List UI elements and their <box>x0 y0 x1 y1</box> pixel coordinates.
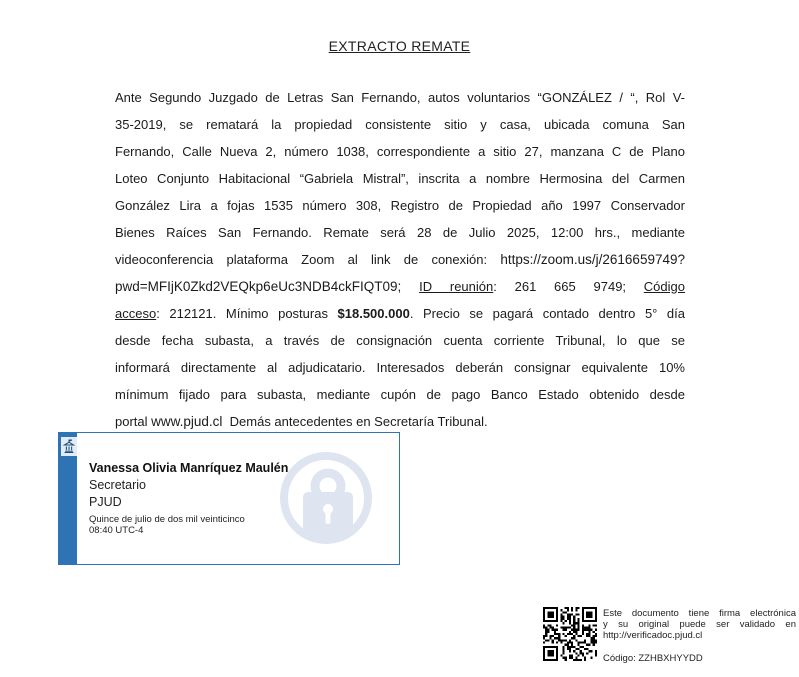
text-segment: videoconferencia plataforma Zoom al link de conexión: <box>115 252 501 267</box>
body-line <box>115 273 685 300</box>
text-segment: González Lira a fojas 1535 número 308, Registro de Propiedad año 1997 Conservador <box>115 198 685 213</box>
verification-line: y su original puede ser validado en <box>603 619 796 630</box>
text-segment: Ante Segundo Juzgado de Letras San Fernando, autos voluntarios “GONZÁLEZ / “, Rol V- <box>115 90 685 105</box>
signature-accent-bar <box>59 433 77 564</box>
text-segment: Fernando, Calle Nueva 2, número 1038, correspondiente a sitio 27, manzana C de Plano <box>115 144 685 159</box>
document-title: EXTRACTO REMATE <box>328 38 471 54</box>
body-line <box>115 165 685 192</box>
verification-text <box>603 608 796 641</box>
text-segment: acceso <box>115 306 157 321</box>
signer-organization: PJUD <box>89 495 122 509</box>
body-line <box>115 192 685 219</box>
text-segment: ID reunión <box>419 279 494 294</box>
verification-line: http://verificadoc.pjud.cl <box>603 630 703 641</box>
qr-code <box>543 607 597 661</box>
link-text[interactable]: pwd=MFIjK0Zkd2VEQkp6eUc3NDB4ckFIQT09; <box>115 279 420 294</box>
text-segment: Demás antecedentes en Secretaría Tribunal. <box>222 414 488 429</box>
text-segment: desde fecha subasta, a través de consignación cuenta corriente Tribunal, lo que se <box>115 333 685 348</box>
text-segment: Loteo Conjunto Habitacional “Gabriela Mistral”, inscrita a nombre Hermosina del Carmen <box>115 171 685 186</box>
body-line <box>115 327 685 354</box>
text-segment: : 212121. Mínimo posturas <box>156 306 338 321</box>
body-line <box>115 381 685 408</box>
body-line <box>115 138 685 165</box>
link-text[interactable]: https://zoom.us/j/2616659749? <box>500 252 685 267</box>
text-segment: mínimum fijado para subasta, mediante cupón de pago Banco Estado obtenido desde <box>115 387 685 402</box>
courthouse-icon <box>61 437 77 456</box>
text-segment: 35-2019, se rematará la propiedad consistente sitio y casa, ubicada comuna San <box>115 117 685 132</box>
signature-box <box>58 432 400 565</box>
verification-line: Este documento tiene firma electrónica <box>603 608 796 619</box>
body-line <box>115 354 685 381</box>
body-line <box>115 300 685 327</box>
text-segment: informará directamente al adjudicatario. Interesados deberán consignar equivalente 10% <box>115 360 685 375</box>
text-segment: Código <box>643 279 685 294</box>
signer-role: Secretario <box>89 478 146 492</box>
body-paragraph <box>115 84 685 435</box>
signature-date: Quince de julio de dos mil veinticinco <box>89 514 245 525</box>
body-line <box>115 111 685 138</box>
text-segment: Bienes Raíces San Fernando. Remate será 28 de Julio 2025, 12:00 hrs., mediante <box>115 225 685 240</box>
link-text[interactable]: www.pjud.cl <box>151 414 223 429</box>
text-segment: portal <box>115 414 152 429</box>
text-segment: : 261 665 9749; <box>493 279 644 294</box>
signature-time: 08:40 UTC-4 <box>89 525 144 536</box>
text-segment: $18.500.000 <box>337 306 410 321</box>
signature-text-block <box>89 460 349 536</box>
signer-name: Vanessa Olivia Manríquez Maulén <box>89 461 289 475</box>
verification-code: Código: ZZHBXHYYDD <box>603 653 703 664</box>
body-line <box>115 84 685 111</box>
text-segment: . Precio se pagará contado dentro 5° día <box>409 306 685 321</box>
body-line <box>115 408 685 435</box>
body-line <box>115 246 685 273</box>
body-line <box>115 219 685 246</box>
